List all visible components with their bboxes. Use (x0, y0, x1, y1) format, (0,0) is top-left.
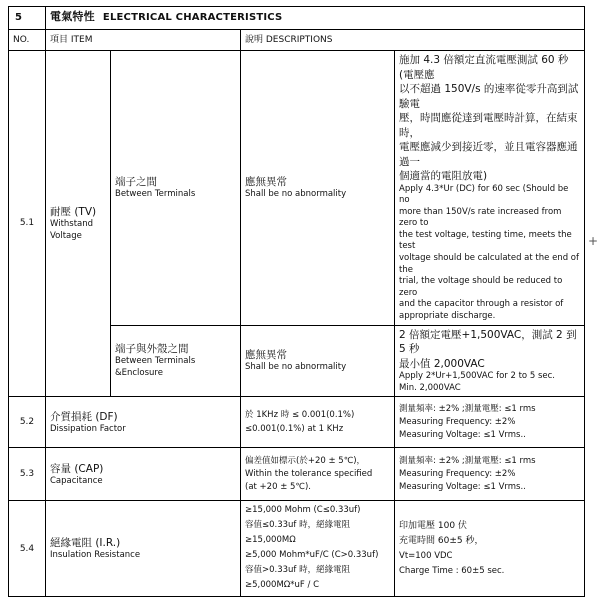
method-cell (395, 397, 585, 448)
sub-item-en: Between Terminals (115, 189, 196, 200)
item-zh: 耐壓 (TV) (50, 206, 97, 219)
method-zh-line: 最小值 2,000VAC (399, 357, 485, 370)
method-en-line: Min. 2,000VAC (399, 382, 461, 393)
item-zh: 介質損耗 (DF) (50, 410, 118, 423)
method-cell (395, 501, 585, 597)
requirement-line: 容值≤0.33uf 時，絕緣電阻 (245, 520, 351, 531)
method-en-line: more than 150V/s rate increased from zero to (399, 206, 562, 229)
method-zh-line: 施加 4.3 倍額定直流電壓測試 60 秒(電壓應 (399, 54, 569, 81)
requirement-cell (241, 397, 395, 448)
row-number: 5.3 (9, 448, 46, 501)
header-item: 項目 ITEM (46, 30, 241, 51)
method-line: Measuring Voltage: ≤1 Vrms.. (399, 429, 526, 440)
method-en-line: and the capacitor through a resistor of (399, 299, 564, 310)
item-cell (46, 397, 241, 448)
section-title-row (9, 7, 585, 30)
method-line: Charge Time : 60±5 sec. (399, 565, 505, 576)
method-zh-line: 以不超過 150V/s 的速率從零升高到試驗電 (399, 83, 579, 110)
requirement-line: Within the tolerance specified (245, 468, 373, 479)
method-en-line: trial, the voltage should be reduced to zero (399, 276, 563, 298)
item-en: Withstand (50, 219, 94, 230)
requirement-cell (241, 501, 395, 597)
method-line: Measuring Voltage: ≤1 Vrms.. (399, 481, 526, 492)
method-zh-line: 壓，時間應從達到電壓時計算，在結束時， (399, 112, 578, 139)
row-number: 5.4 (9, 501, 46, 597)
add-button[interactable]: + (588, 234, 599, 248)
section-title (46, 7, 585, 30)
method-en-line: appropriate discharge. (399, 311, 496, 322)
item-zh: 容量 (CAP) (50, 462, 104, 475)
item-zh: 絕緣電阻 (I.R.) (50, 537, 121, 550)
section-title-en: ELECTRICAL CHARACTERISTICS (102, 12, 283, 24)
section-number: 5 (9, 7, 46, 30)
row-number: 5.2 (9, 397, 46, 448)
header-row (9, 30, 585, 51)
item-cell (46, 501, 241, 597)
method-line: Measuring Frequency: ±2% (399, 416, 516, 427)
requirement-en: Shall be no abnormality (245, 362, 347, 373)
method-en-line: Apply 4.3*Ur (DC) for 60 sec (Should be no (399, 183, 569, 206)
method-line: 充電時間 60±5 秒， (399, 535, 484, 546)
method-en-line: voltage should be calculated at the end of the (399, 253, 579, 275)
section-title-zh: 電氣特性 (50, 10, 95, 24)
requirement-cell (241, 325, 395, 397)
method-line: 測量頻率: ±2% ;測量電壓: ≤1 rms (399, 455, 536, 466)
row-number: 5.1 (9, 51, 46, 397)
row-5-3 (9, 448, 585, 501)
method-cell (395, 325, 585, 397)
method-line: Vt=100 VDC (399, 550, 453, 561)
sub-item-cell (111, 325, 241, 397)
header-descriptions: 說明 DESCRIPTIONS (241, 30, 585, 51)
requirement-line: ≥15,000MΩ (245, 535, 296, 546)
requirement-line: ≤0.001(0.1%) at 1 KHz (245, 424, 344, 435)
requirement-line: (at +20 ± 5℃). (245, 481, 311, 492)
requirement-zh: 應無異常 (245, 176, 287, 189)
method-line: 測量頻率: ±2% ;測量電壓: ≤1 rms (399, 403, 536, 414)
item-en: Capacitance (50, 475, 103, 486)
requirement-cell (241, 51, 395, 326)
sub-item-en: &Enclosure (115, 367, 163, 378)
sub-item-zh: 端子之間 (115, 176, 157, 189)
item-en: Voltage (50, 230, 82, 241)
item-en: Insulation Resistance (50, 550, 141, 561)
method-line: 印加電壓 100 伏 (399, 520, 467, 531)
row-5-1a (9, 51, 585, 326)
item-cell (46, 51, 111, 397)
method-en-line: Apply 2*Ur+1,500VAC for 2 to 5 sec. (399, 371, 555, 382)
sub-item-cell (111, 51, 241, 326)
method-cell (395, 51, 585, 326)
method-line: Measuring Frequency: ±2% (399, 468, 516, 479)
row-5-2 (9, 397, 585, 448)
method-zh-line: 2 倍額定電壓+1,500VAC，測試 2 到 5 秒 (399, 328, 577, 356)
requirement-line: ≥5,000 Mohm*uF/C (C>0.33uf) (245, 550, 379, 561)
requirement-cell (241, 448, 395, 501)
requirement-line: ≥15,000 Mohm (C≤0.33uf) (245, 505, 361, 516)
requirement-line: ≥5,000MΩ*uF / C (245, 580, 320, 591)
requirement-en: Shall be no abnormality (245, 189, 347, 200)
requirement-line: 容值>0.33uf 時，絕緣電阻 (245, 565, 351, 576)
method-cell (395, 448, 585, 501)
method-zh-line: 電壓應減少到接近零，並且電容器應通過一 (399, 141, 578, 168)
electrical-characteristics-table (8, 6, 585, 597)
method-zh-line: 個適當的電阻放電) (399, 170, 488, 182)
item-en: Dissipation Factor (50, 423, 126, 434)
method-en-line: the test voltage, testing time, meets the test (399, 229, 572, 252)
requirement-line: 於 1KHz 時 ≤ 0.001(0.1%) (245, 410, 355, 421)
row-5-4 (9, 501, 585, 597)
requirement-zh: 應無異常 (245, 349, 287, 362)
header-no: NO. (9, 30, 46, 51)
item-cell (46, 448, 241, 501)
sub-item-zh: 端子與外殼之間 (115, 343, 189, 356)
sub-item-en: Between Terminals (115, 356, 196, 367)
requirement-line: 偏差值如標示(於+20 ± 5℃)， (245, 455, 366, 466)
